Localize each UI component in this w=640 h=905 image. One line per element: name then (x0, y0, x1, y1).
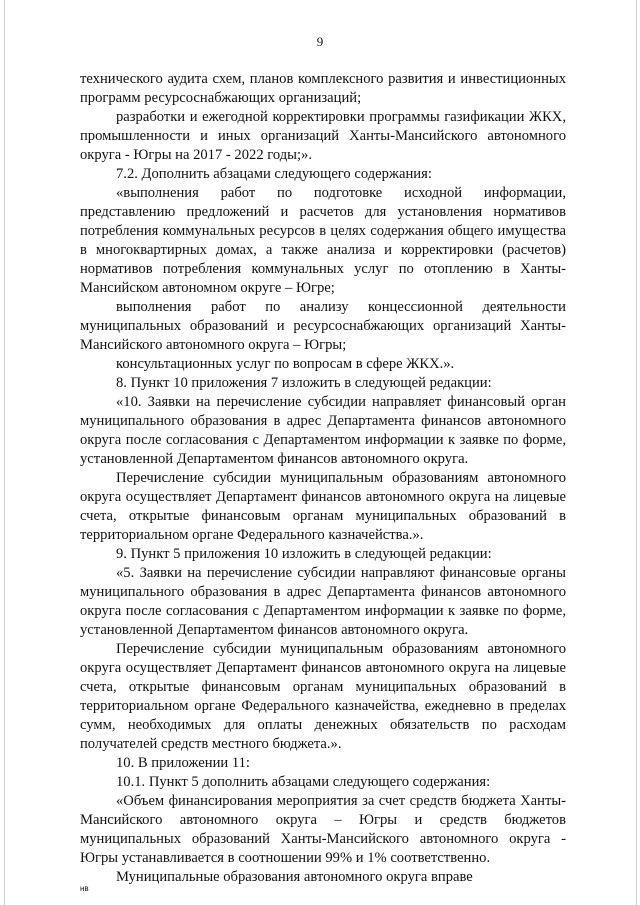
paragraph: «5. Заявки на перечисление субсидии направляют финансовые органы муниципального образования в адрес Департамента финансов автономного округа после согласования с Департаментом информации к заявке по форме, установленной Департаментом финансов автономного округа. (80, 565, 566, 638)
paragraph: 10. В приложении 11: (116, 755, 250, 771)
paragraph: разработки и ежегодной корректировки программы газификации ЖКХ, промышленности и иных организаций Ханты-Мансийского автономного округа - Югры на 2017 - 2022 годы;». (80, 109, 566, 163)
paragraph: 9. Пункт 5 приложения 10 изложить в следующей редакции: (116, 546, 492, 562)
paragraph: «выполнения работ по подготовке исходной информации, представлению предложений и расчетов для установления нормативов потребления коммунальных ресурсов в целях содержания общего имущества в многоквартирных домах, а также анализа и корректировки (расчетов) нормативов потребления коммунальных услуг по отоплению в Ханты-Мансийском автономном округе – Югре; (80, 185, 566, 296)
paragraph: «Объем финансирования мероприятия за счет средств бюджета Ханты-Мансийского автономного округа – Югры и средств бюджетов муниципальных образований Ханты-Мансийского автономного округа - Югры устанавливается в соотношении 99% и 1% соответственно. (80, 793, 566, 866)
paragraph: «10. Заявки на перечисление субсидии направляет финансовый орган муниципального образования в адрес Департамента финансов автономного округа после согласования с Департаментом информации к заявке по форме, установленной Департаментом финансов автономного округа. (80, 394, 566, 467)
paragraph: 10.1. Пункт 5 дополнить абзацами следующего содержания: (116, 774, 491, 790)
paragraph: Муниципальные образования автономного округа вправе (116, 869, 473, 885)
paragraph: технического аудита схем, планов комплексного развития и инвестиционных программ ресурсоснабжающих организаций; (80, 71, 566, 106)
paragraph: выполнения работ по анализу концессионной деятельности муниципальных образований и ресурсоснабжающих организаций Ханты-Мансийского автономного округа – Югры; (80, 299, 566, 353)
document-body (80, 70, 566, 887)
paragraph: Перечисление субсидии муниципальным образованиям автономного округа осуществляет Департамент финансов автономного округа на лицевые счета, открытые финансовым органам муниципальных образований в территориальном органе Федерального казначейства.». (80, 470, 566, 543)
scan-edge-right (636, 0, 637, 905)
page-number: 9 (316, 34, 324, 49)
scan-edge-left (4, 0, 5, 905)
paragraph: Перечисление субсидии муниципальным образованиям автономного округа осуществляет Департамент финансов автономного округа на лицевые счета, открытые финансовым органам муниципальных образований в территориальном органе Федерального казначейства, ежедневно в пределах сумм, необходимых для оплаты денежных обязательств по расходам получателей средств местного бюджета.». (80, 641, 566, 752)
paragraph: 7.2. Дополнить абзацами следующего содержания: (116, 166, 432, 182)
footer-initials: нв (80, 884, 89, 893)
paragraph: консультационных услуг по вопросам в сфере ЖКХ.». (116, 356, 455, 372)
paragraph: 8. Пункт 10 приложения 7 изложить в следующей редакции: (116, 375, 492, 391)
